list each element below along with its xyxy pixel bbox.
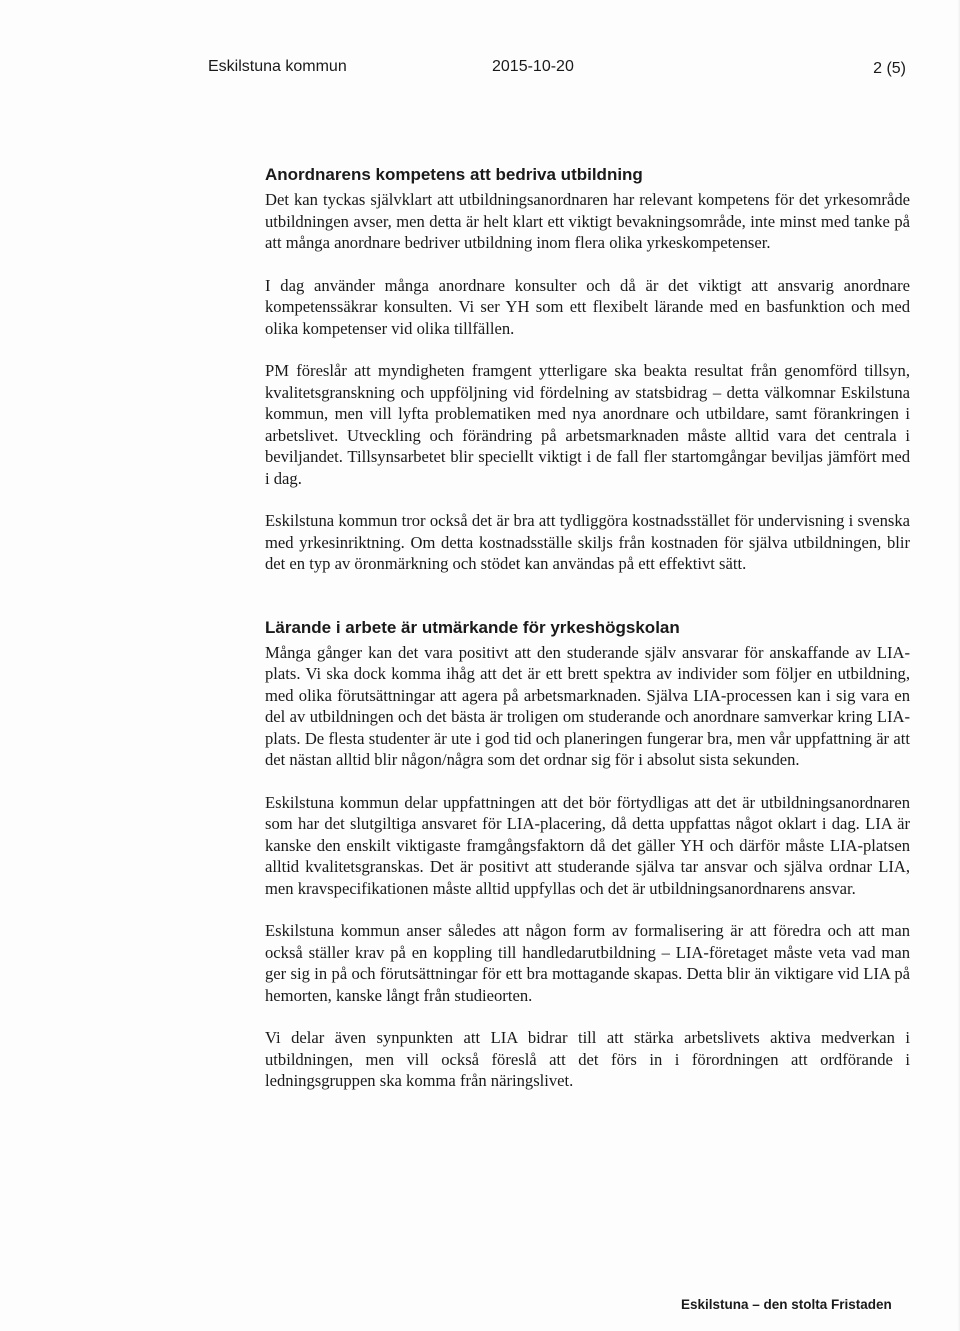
page-footer-slogan: Eskilstuna – den stolta Fristaden — [681, 1297, 892, 1312]
organization-name: Eskilstuna kommun — [208, 58, 347, 75]
document-date: 2015-10-20 — [492, 58, 574, 75]
paragraph: Vi delar även synpunkten att LIA bidrar till att stärka arbetslivets aktiva medverkan i utbildningen, men vill också föreslå att det förs in i förordningen att ordförande i ledningsgruppen ska komma från näringslivet. — [265, 1028, 910, 1090]
paragraph: Många gånger kan det vara positivt att den studerande själv ansvarar för anskaffande av LIA-plats. Vi ska dock komma ihåg att det är ett brett spektra av individer som följer en utbildning, med olika förutsättningar att agera på arbetsmarknaden. Själva LIA-processen kan i sig vara en del av utbildningen och det bästa är troligen om studerande och anordnare samverkar kring LIA-plats. De flesta studenter är ute i god tid och planeringen fungerar bra, men vår uppfattning är att det nästan alltid blir någon/några som det ordnar sig för i absolut sista sekunden. — [265, 642, 910, 769]
paragraph: Eskilstuna kommun delar uppfattningen att det bör förtydligas att det är utbildningsanordnaren som har det slutgiltiga ansvaret för LIA-placering, då detta uppfattas något oklart i dag. LIA är kanske den enskilt viktigaste framgångsfaktorn då det gäller YH och därför måste LIA-platsen alltid kvalitetsgranskas. Det är positivt att studerande själva tar ansvar och själva ordnar LIA, men kravspecifikationen måste alltid uppfyllas och det är utbildningsanordnarens ansvar. — [265, 792, 910, 898]
page-number: 2 (5) — [873, 60, 906, 77]
section-anordnarens-kompetens — [265, 164, 910, 575]
page-header — [208, 58, 908, 82]
paragraph: Eskilstuna kommun anser således att någon form av formalisering är att föredra och att man också ställer krav på en koppling till handledarutbildning – LIA-företaget måste veta vad man ger sig in på och förutsättningar för ett bra mottagande skapas. Detta blir än viktigare vid LIA på hemorten, kanske långt från studieorten. — [265, 921, 910, 1005]
section-heading: Anordnarens kompetens att bedriva utbildning — [265, 165, 643, 184]
paragraph: Det kan tyckas självklart att utbildningsanordnaren har relevant kompetens för det yrkesområde utbildningen avser, men detta är helt klart ett viktigt bevakningsområde, inte minst med tanke på att många anordnare bedriver utbildning inom flera olika yrkeskompetenser. — [265, 190, 910, 252]
section-heading: Lärande i arbete är utmärkande för yrkeshögskolan — [265, 617, 680, 637]
section-larande-i-arbete — [265, 617, 910, 1092]
paragraph: I dag använder många anordnare konsulter och då är det viktigt att ansvarig anordnare kompetenssäkrar konsulten. Vi ser YH som ett flexibelt lärande med en basfunktion och med olika kompetenser vid olika tillfällen. — [265, 275, 910, 338]
paragraph: PM föreslår att myndigheten framgent ytterligare ska beakta resultat från genomförd tillsyn, kvalitetsgranskning och uppföljning vid fördelning av statsbidrag – detta välkomnar Eskilstuna kommun, men vill lyfta problematiken med nya anordnare och utbildare, samt förankringen i arbetslivet. Utveckling och förändring på arbetsmarknaden måste alltid vara det centrala i beviljandet. Tillsynsarbetet blir speciellt viktigt i de fall fler startomgångar beviljas jämfört med i dag. — [265, 361, 910, 488]
paragraph: Eskilstuna kommun tror också det är bra att tydliggöra kostnadsstället för undervisning i svenska med yrkesinriktning. Om detta kostnadsställe skiljs från kostnaden för själva utbildningen, blir det en typ av öronmärkning och stödet kan användas på ett effektivt sätt. — [265, 511, 910, 573]
document-body — [265, 164, 910, 1092]
